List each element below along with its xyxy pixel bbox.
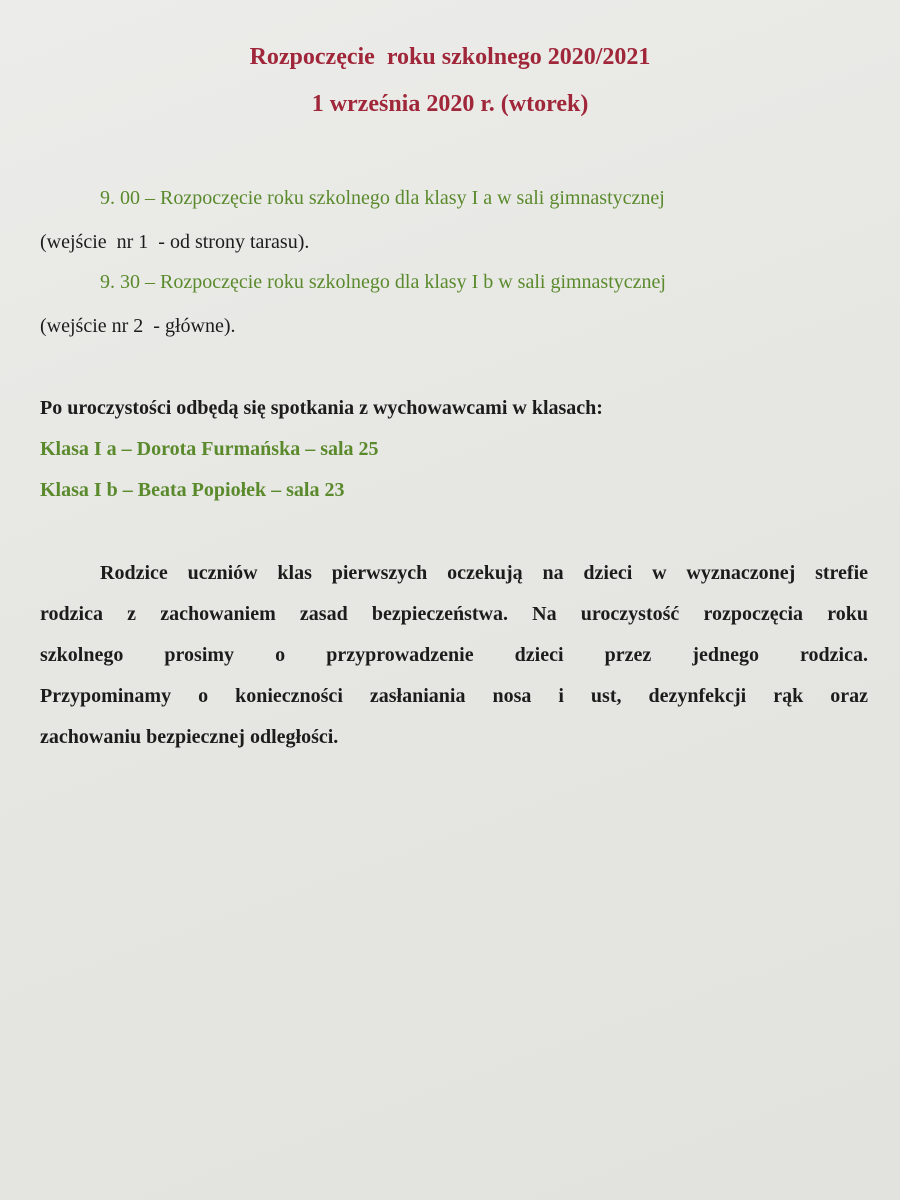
meetings-intro: Po uroczystości odbędą się spotkania z wychowawcami w klasach: bbox=[40, 397, 603, 419]
notice-line: rodzica z zachowaniem zasad bezpieczeństwa. Na uroczystość rozpoczęcia roku bbox=[40, 603, 868, 625]
schedule-time-line-1: 9. 00 – Rozpoczęcie roku szkolnego dla klasy I a w sali gimnastycznej bbox=[100, 187, 665, 209]
meeting-class-2: Klasa I b – Beata Popiołek – sala 23 bbox=[40, 479, 345, 501]
parents-notice bbox=[40, 553, 868, 758]
notice-line: szkolnego prosimy o przyprowadzenie dzieci przez jednego rodzica. bbox=[40, 644, 868, 666]
meeting-class-1: Klasa I a – Dorota Furmańska – sala 25 bbox=[40, 438, 379, 460]
schedule-entrance-line-1: (wejście nr 1 - od strony tarasu). bbox=[40, 231, 310, 253]
notice-line: Przypominamy o konieczności zasłaniania nosa i ust, dezynfekcji rąk oraz bbox=[40, 685, 868, 707]
notice-line: zachowaniu bezpiecznej odległości. bbox=[40, 726, 339, 748]
schedule-entrance-line-2: (wejście nr 2 - główne). bbox=[40, 315, 236, 337]
notice-line: Rodzice uczniów klas pierwszych oczekują na dzieci w wyznaczonej strefie bbox=[100, 562, 868, 584]
document-date: 1 września 2020 r. (wtorek) bbox=[311, 91, 589, 117]
schedule-time-line-2: 9. 30 – Rozpoczęcie roku szkolnego dla klasy I b w sali gimnastycznej bbox=[100, 271, 666, 293]
document-title: Rozpoczęcie roku szkolnego 2020/2021 bbox=[249, 44, 651, 70]
